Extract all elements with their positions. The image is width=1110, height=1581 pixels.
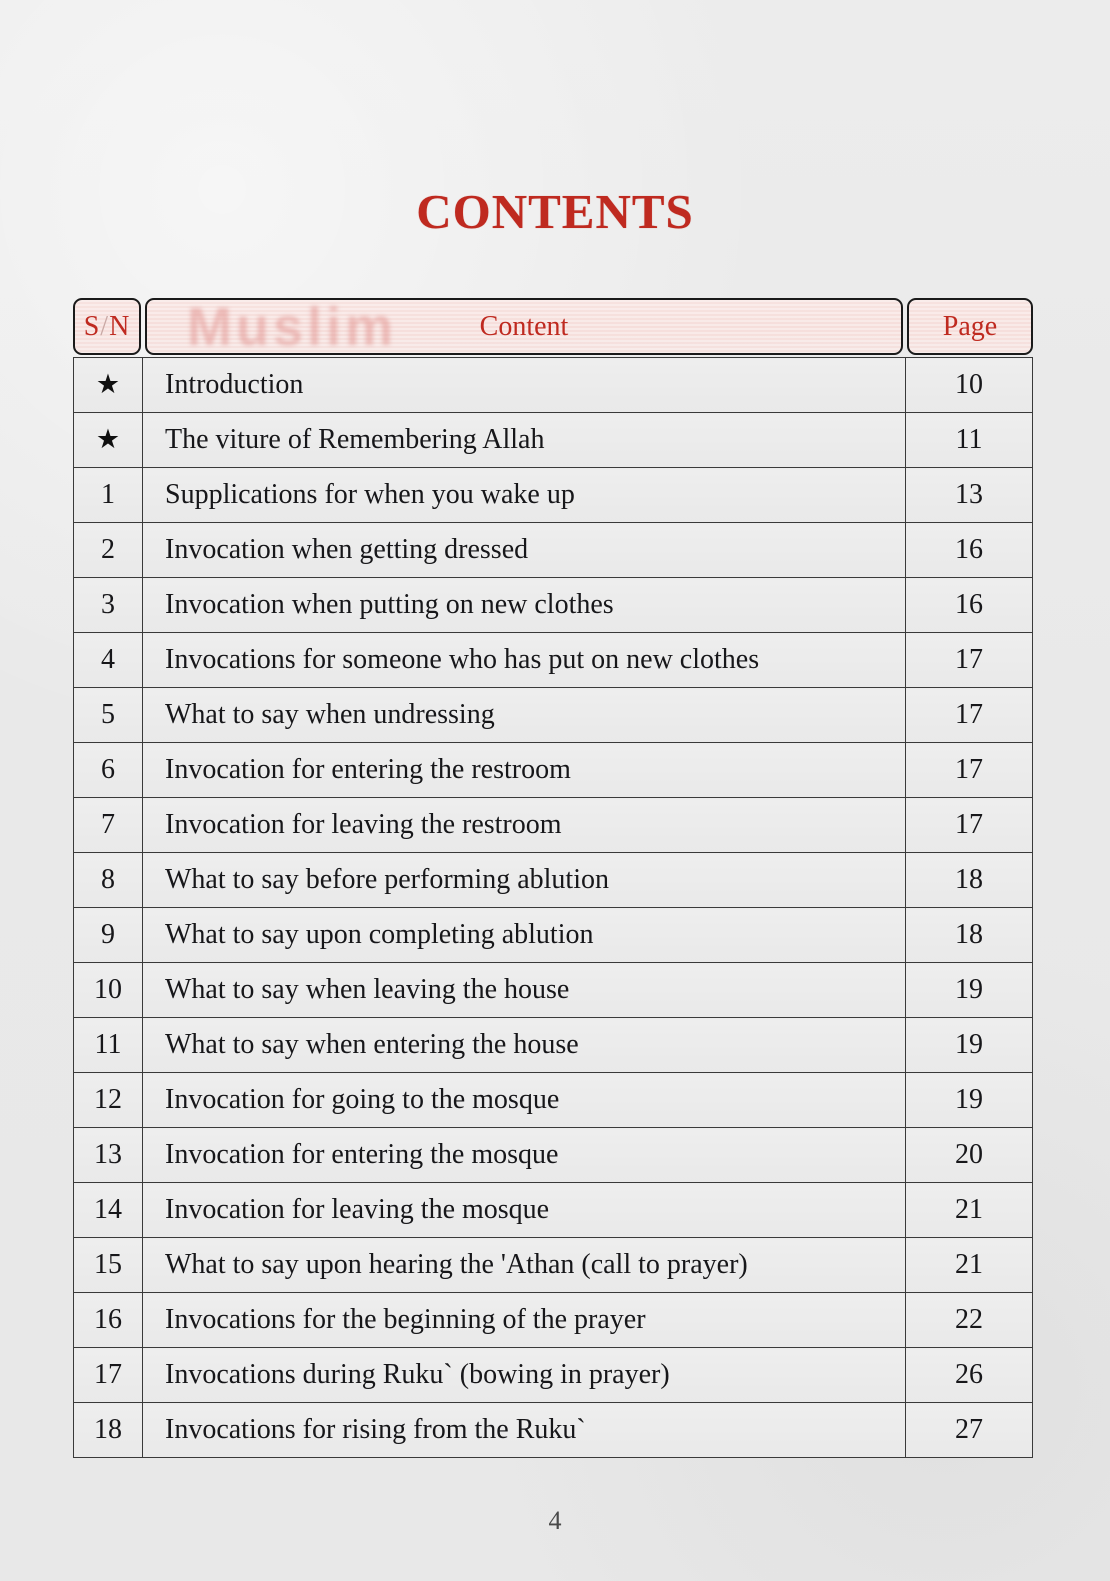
row-page-number: 16	[906, 523, 1033, 578]
header-cell-page	[907, 298, 1033, 355]
table-row[interactable]	[74, 1183, 1033, 1238]
row-page-number: 13	[906, 468, 1033, 523]
page-title: CONTENTS	[416, 184, 694, 239]
header-content-label: Content	[479, 310, 569, 342]
row-serial-number: 2	[74, 523, 143, 578]
header-page-label: Page	[942, 310, 998, 342]
row-page-number: 17	[906, 798, 1033, 853]
row-page-number: 21	[906, 1238, 1033, 1293]
row-page-number: 10	[906, 358, 1033, 413]
row-content-title[interactable]: The viture of Remembering Allah	[143, 413, 906, 468]
row-content-title[interactable]: Invocations for someone who has put on new clothes	[143, 633, 906, 688]
row-page-number: 18	[906, 908, 1033, 963]
row-content-title[interactable]: Invocations for rising from the Ruku`	[143, 1403, 906, 1458]
row-serial-number: 17	[74, 1348, 143, 1403]
table-row[interactable]	[74, 908, 1033, 963]
row-serial-number: 6	[74, 743, 143, 798]
row-content-title[interactable]: Invocation when getting dressed	[143, 523, 906, 578]
row-page-number: 19	[906, 1073, 1033, 1128]
table-row[interactable]	[74, 1018, 1033, 1073]
row-serial-number: 18	[74, 1403, 143, 1458]
header-serial-suffix: N	[109, 310, 131, 342]
row-serial-number: 1	[74, 468, 143, 523]
header-serial-prefix: S	[83, 310, 101, 342]
table-row[interactable]	[74, 1073, 1033, 1128]
table-row[interactable]	[74, 1238, 1033, 1293]
row-page-number: 11	[906, 413, 1033, 468]
table-row[interactable]	[74, 853, 1033, 908]
row-content-title[interactable]: Introduction	[143, 358, 906, 413]
row-content-title[interactable]: Invocation when putting on new clothes	[143, 578, 906, 633]
star-icon	[74, 358, 143, 413]
row-serial-number: 4	[74, 633, 143, 688]
row-content-title[interactable]: Invocation for going to the mosque	[143, 1073, 906, 1128]
row-content-title[interactable]: Invocation for entering the restroom	[143, 743, 906, 798]
table-header-row	[73, 298, 1033, 355]
row-page-number: 21	[906, 1183, 1033, 1238]
table-row[interactable]	[74, 688, 1033, 743]
row-page-number: 17	[906, 743, 1033, 798]
table-row[interactable]	[74, 1348, 1033, 1403]
row-content-title[interactable]: What to say before performing ablution	[143, 853, 906, 908]
row-serial-number: 15	[74, 1238, 143, 1293]
row-content-title[interactable]: Supplications for when you wake up	[143, 468, 906, 523]
watermark-text: Muslim	[187, 298, 398, 355]
row-serial-number: 10	[74, 963, 143, 1018]
row-page-number: 16	[906, 578, 1033, 633]
row-page-number: 18	[906, 853, 1033, 908]
header-serial-slash: /	[100, 310, 110, 342]
row-serial-number: 7	[74, 798, 143, 853]
table-row[interactable]	[74, 1128, 1033, 1183]
row-page-number: 19	[906, 963, 1033, 1018]
row-serial-number: 12	[74, 1073, 143, 1128]
table-row[interactable]	[74, 1293, 1033, 1348]
header-serial-label	[84, 311, 131, 343]
table-row[interactable]	[74, 523, 1033, 578]
row-serial-number: 16	[74, 1293, 143, 1348]
row-page-number: 17	[906, 688, 1033, 743]
row-serial-number: 14	[74, 1183, 143, 1238]
star-glyph: ★	[95, 369, 121, 399]
header-cell-content	[145, 298, 903, 355]
row-content-title[interactable]: Invocations for the beginning of the prayer	[143, 1293, 906, 1348]
star-icon	[74, 413, 143, 468]
row-serial-number: 13	[74, 1128, 143, 1183]
star-glyph: ★	[95, 424, 121, 454]
row-content-title[interactable]: Invocation for leaving the mosque	[143, 1183, 906, 1238]
row-content-title[interactable]: What to say when undressing	[143, 688, 906, 743]
table-row[interactable]	[74, 963, 1033, 1018]
row-content-title[interactable]: What to say upon completing ablution	[143, 908, 906, 963]
table-row[interactable]	[74, 468, 1033, 523]
table-row[interactable]	[74, 743, 1033, 798]
row-page-number: 27	[906, 1403, 1033, 1458]
table-row[interactable]	[74, 578, 1033, 633]
row-serial-number: 9	[74, 908, 143, 963]
row-content-title[interactable]: Invocations during Ruku` (bowing in prayer)	[143, 1348, 906, 1403]
row-page-number: 17	[906, 633, 1033, 688]
table-row[interactable]	[74, 358, 1033, 413]
table-row[interactable]	[74, 413, 1033, 468]
row-page-number: 20	[906, 1128, 1033, 1183]
row-content-title[interactable]: What to say when leaving the house	[143, 963, 906, 1018]
row-content-title[interactable]: What to say upon hearing the 'Athan (call to prayer)	[143, 1238, 906, 1293]
table-row[interactable]	[74, 633, 1033, 688]
row-serial-number: 8	[74, 853, 143, 908]
row-serial-number: 5	[74, 688, 143, 743]
row-content-title[interactable]: Invocation for entering the mosque	[143, 1128, 906, 1183]
row-page-number: 26	[906, 1348, 1033, 1403]
row-page-number: 22	[906, 1293, 1033, 1348]
row-content-title[interactable]: Invocation for leaving the restroom	[143, 798, 906, 853]
table-row[interactable]	[74, 1403, 1033, 1458]
header-cell-serial	[73, 298, 141, 355]
row-page-number: 19	[906, 1018, 1033, 1073]
row-serial-number: 11	[74, 1018, 143, 1073]
page-number-folio: 4	[548, 1506, 562, 1535]
table-body	[74, 358, 1033, 1458]
table-row[interactable]	[74, 798, 1033, 853]
row-serial-number: 3	[74, 578, 143, 633]
row-content-title[interactable]: What to say when entering the house	[143, 1018, 906, 1073]
table-of-contents	[73, 357, 1033, 1458]
